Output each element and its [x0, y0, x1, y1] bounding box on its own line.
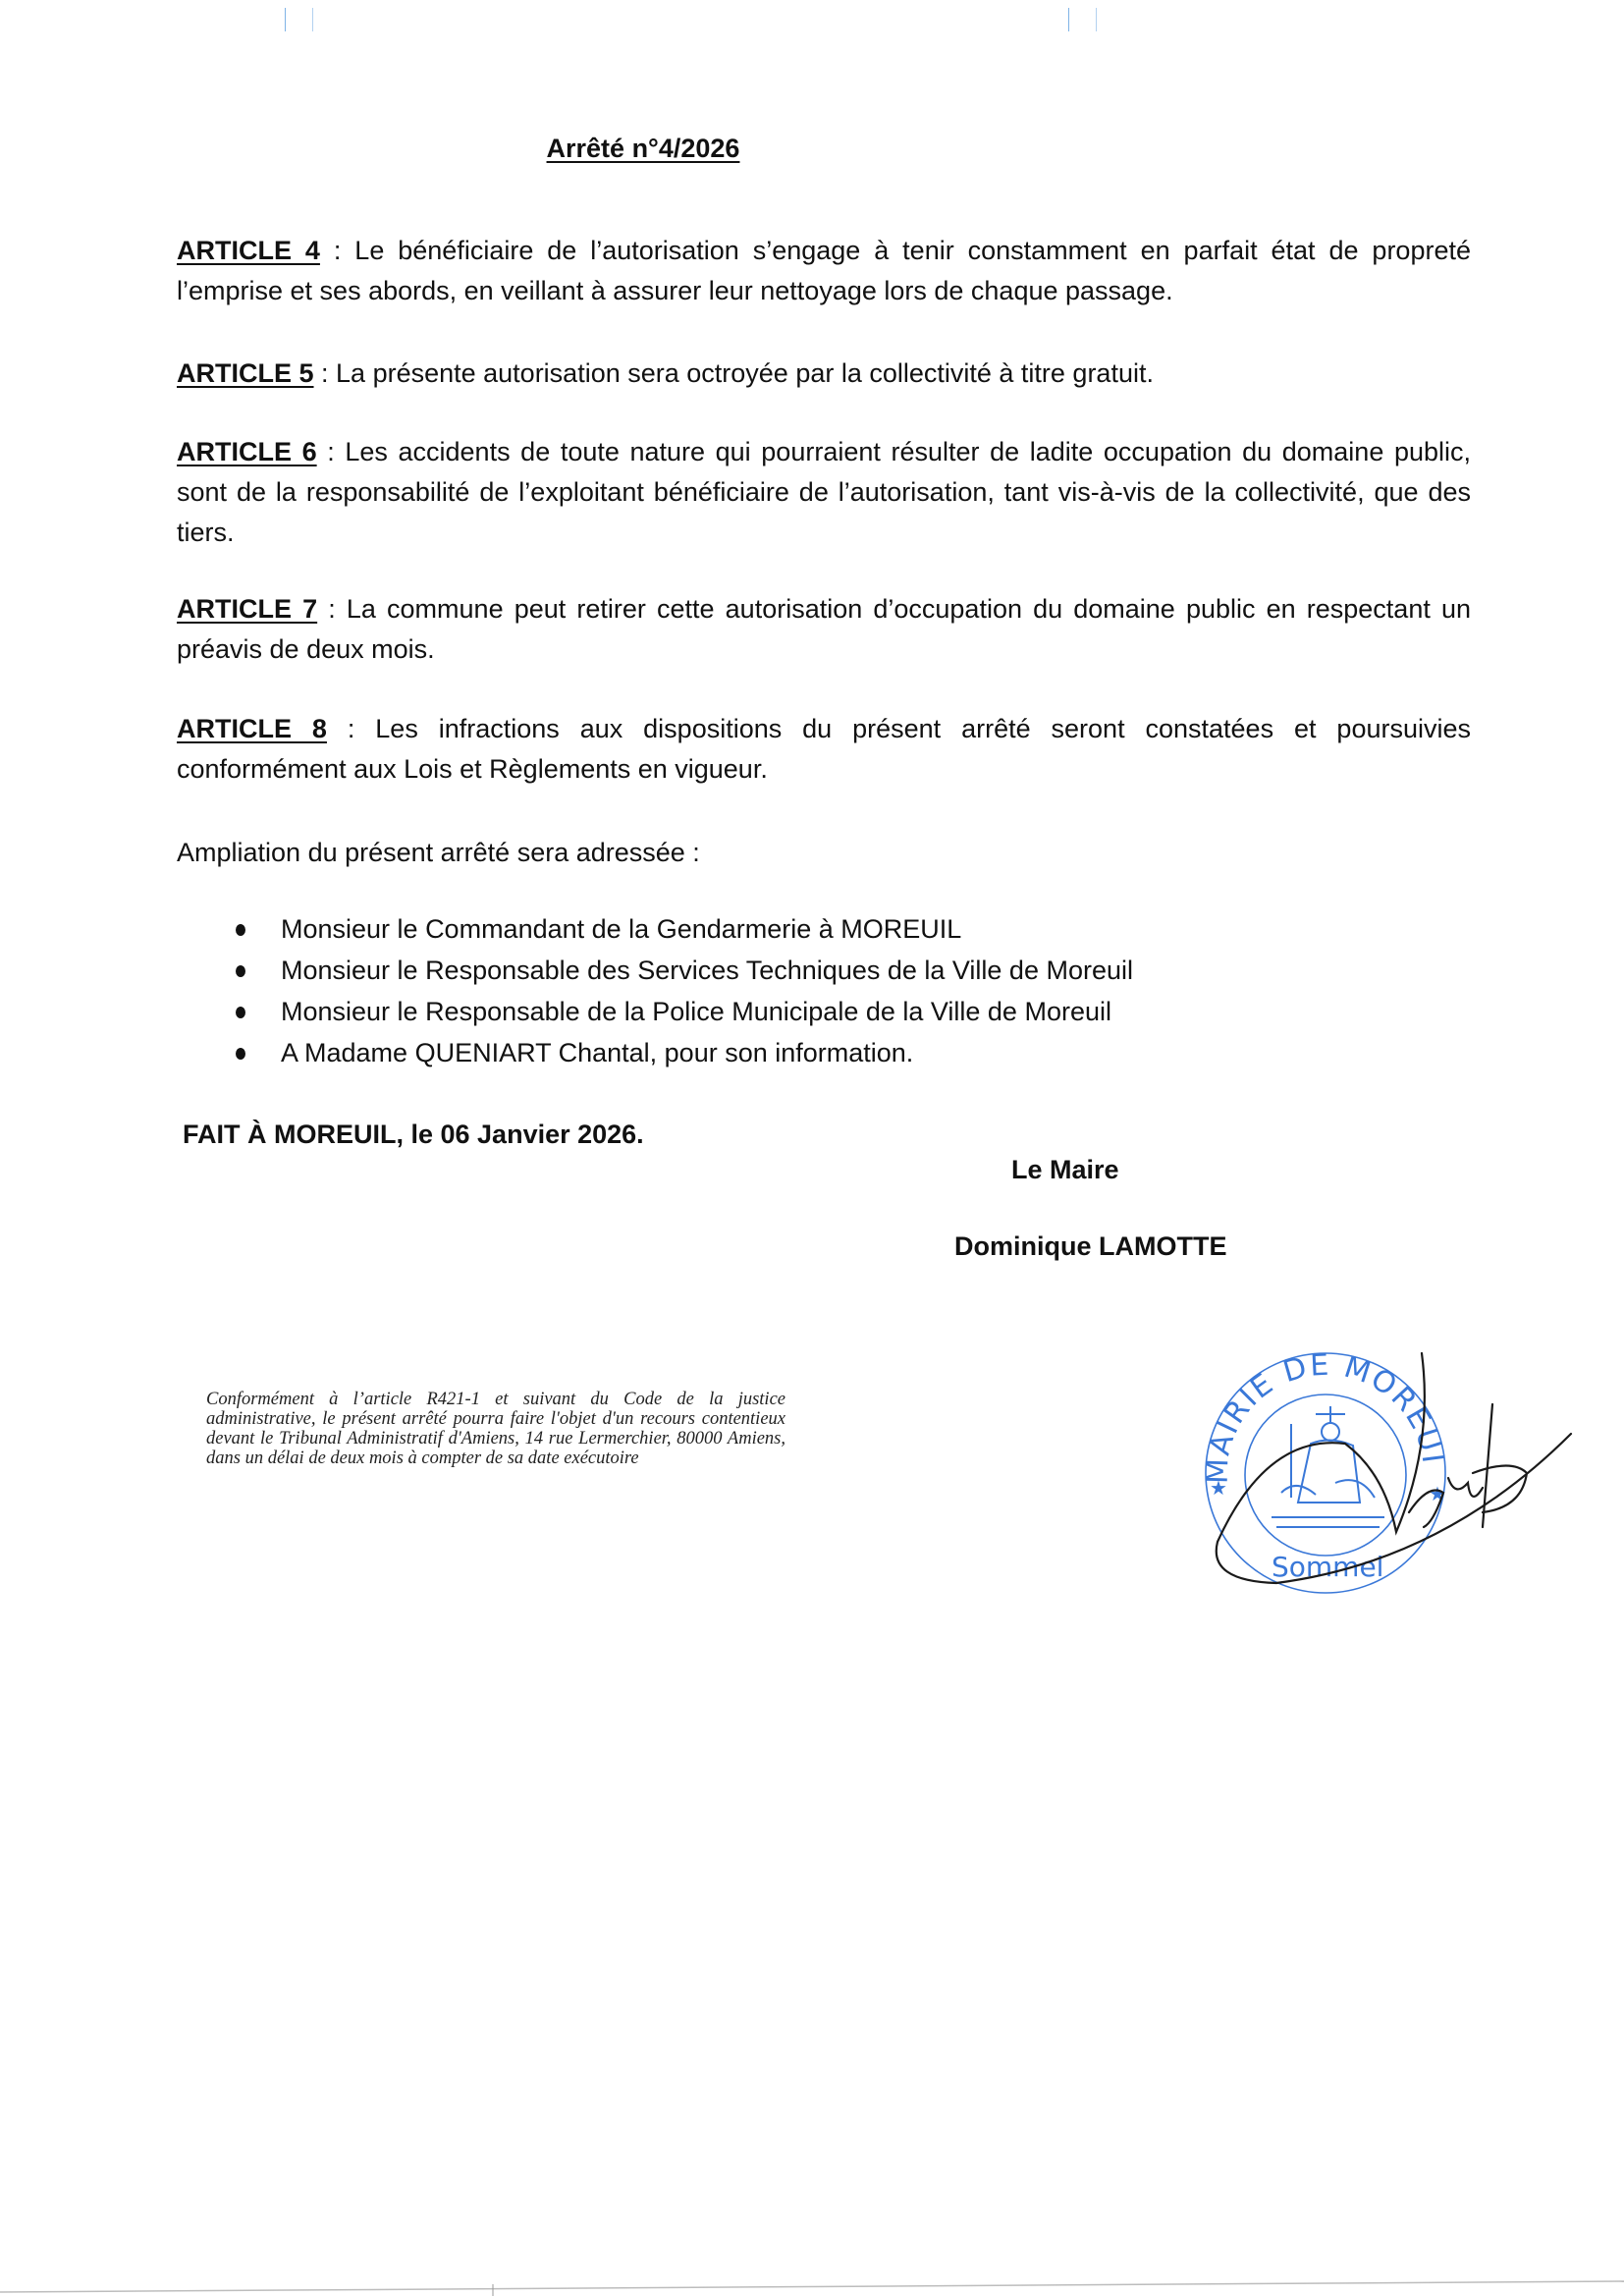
scan-mark [1096, 8, 1097, 31]
scan-edge-line [0, 2278, 1624, 2296]
article-text: La présente autorisation sera octroyée par la collectivité à titre gratuit. [336, 358, 1154, 388]
list-item [226, 950, 1133, 991]
article-text: Le bénéficiaire de l’autorisation s’engage à tenir constamment en parfait état de propreté l’emprise et ses abords, en veillant à assurer leur nettoyage lors de chaque passage. [177, 236, 1471, 305]
list-item [226, 991, 1133, 1032]
recipient-list [226, 908, 1133, 1073]
scan-mark [1068, 8, 1069, 31]
article-separator: : [316, 437, 346, 466]
stamp-top-text: MAIRIE DE MOREUI [1200, 1347, 1450, 1485]
signatory-name: Dominique LAMOTTE [954, 1231, 1227, 1261]
article-label: ARTICLE 7 [177, 594, 318, 624]
article-text: Les infractions aux dispositions du présent arrêté seront constatées et poursuivies conformément aux Lois et Règlements en vigueur. [177, 714, 1471, 784]
article-5 [177, 354, 1471, 394]
bullet-icon [236, 965, 245, 977]
list-item [226, 908, 1133, 950]
article-separator: : [317, 594, 347, 624]
article-7 [177, 589, 1471, 670]
signatory-title: Le Maire [1011, 1155, 1119, 1184]
article-label: ARTICLE 8 [177, 714, 327, 743]
article-separator: : [326, 714, 376, 743]
stamp-star-icon: ★ [1210, 1478, 1227, 1500]
article-6 [177, 432, 1471, 553]
ampliation-intro: Ampliation du présent arrêté sera adressée : [177, 838, 700, 867]
article-label: ARTICLE 6 [177, 437, 317, 466]
document-title: Arrêté n°4/2026 [546, 134, 740, 163]
recipient-text: Monsieur le Responsable des Services Techniques de la Ville de Moreuil [281, 956, 1133, 985]
legal-note: Conformément à l’article R421-1 et suivant du Code de la justice administrative, le présent arrêté pourra faire l'objet d'un recours contentieux devant le Tribunal Administratif d'Amiens, 14 rue Lermerchier, 80000 Amiens, dans un délai de deux mois à compter de sa date exécutoire [206, 1390, 785, 1468]
bullet-icon [236, 1007, 245, 1018]
article-4 [177, 231, 1471, 311]
official-stamp [1188, 1326, 1581, 1601]
article-8 [177, 709, 1471, 790]
stamp-svg [1188, 1326, 1581, 1601]
bullet-icon [236, 1048, 245, 1060]
scan-mark [312, 8, 313, 31]
article-label: ARTICLE 5 [177, 358, 314, 388]
article-label: ARTICLE 4 [177, 236, 320, 265]
article-separator: : [313, 358, 337, 388]
recipient-text: Monsieur le Responsable de la Police Municipale de la Ville de Moreuil [281, 997, 1111, 1026]
bullet-icon [236, 924, 245, 936]
recipient-text: A Madame QUENIART Chantal, pour son information. [281, 1038, 914, 1067]
place-date: FAIT À MOREUIL, le 06 Janvier 2026. [183, 1120, 644, 1149]
stamp-bottom-text: Sommel [1272, 1551, 1384, 1583]
recipient-text: Monsieur le Commandant de la Gendarmerie à MOREUIL [281, 914, 962, 944]
article-text: Les accidents de toute nature qui pourraient résulter de ladite occupation du domaine public, sont de la responsabilité de l’exploitant bénéficiaire de l’autorisation, tant vis-à-vis de la collectivité, que des tiers. [177, 437, 1471, 547]
list-item [226, 1032, 1133, 1073]
stamp-star-icon: ★ [1429, 1484, 1446, 1505]
article-text: La commune peut retirer cette autorisation d’occupation du domaine public en respectant un préavis de deux mois. [177, 594, 1471, 664]
article-separator: : [319, 236, 355, 265]
stamp-inner-ring [1245, 1394, 1406, 1556]
scan-mark [285, 8, 286, 31]
